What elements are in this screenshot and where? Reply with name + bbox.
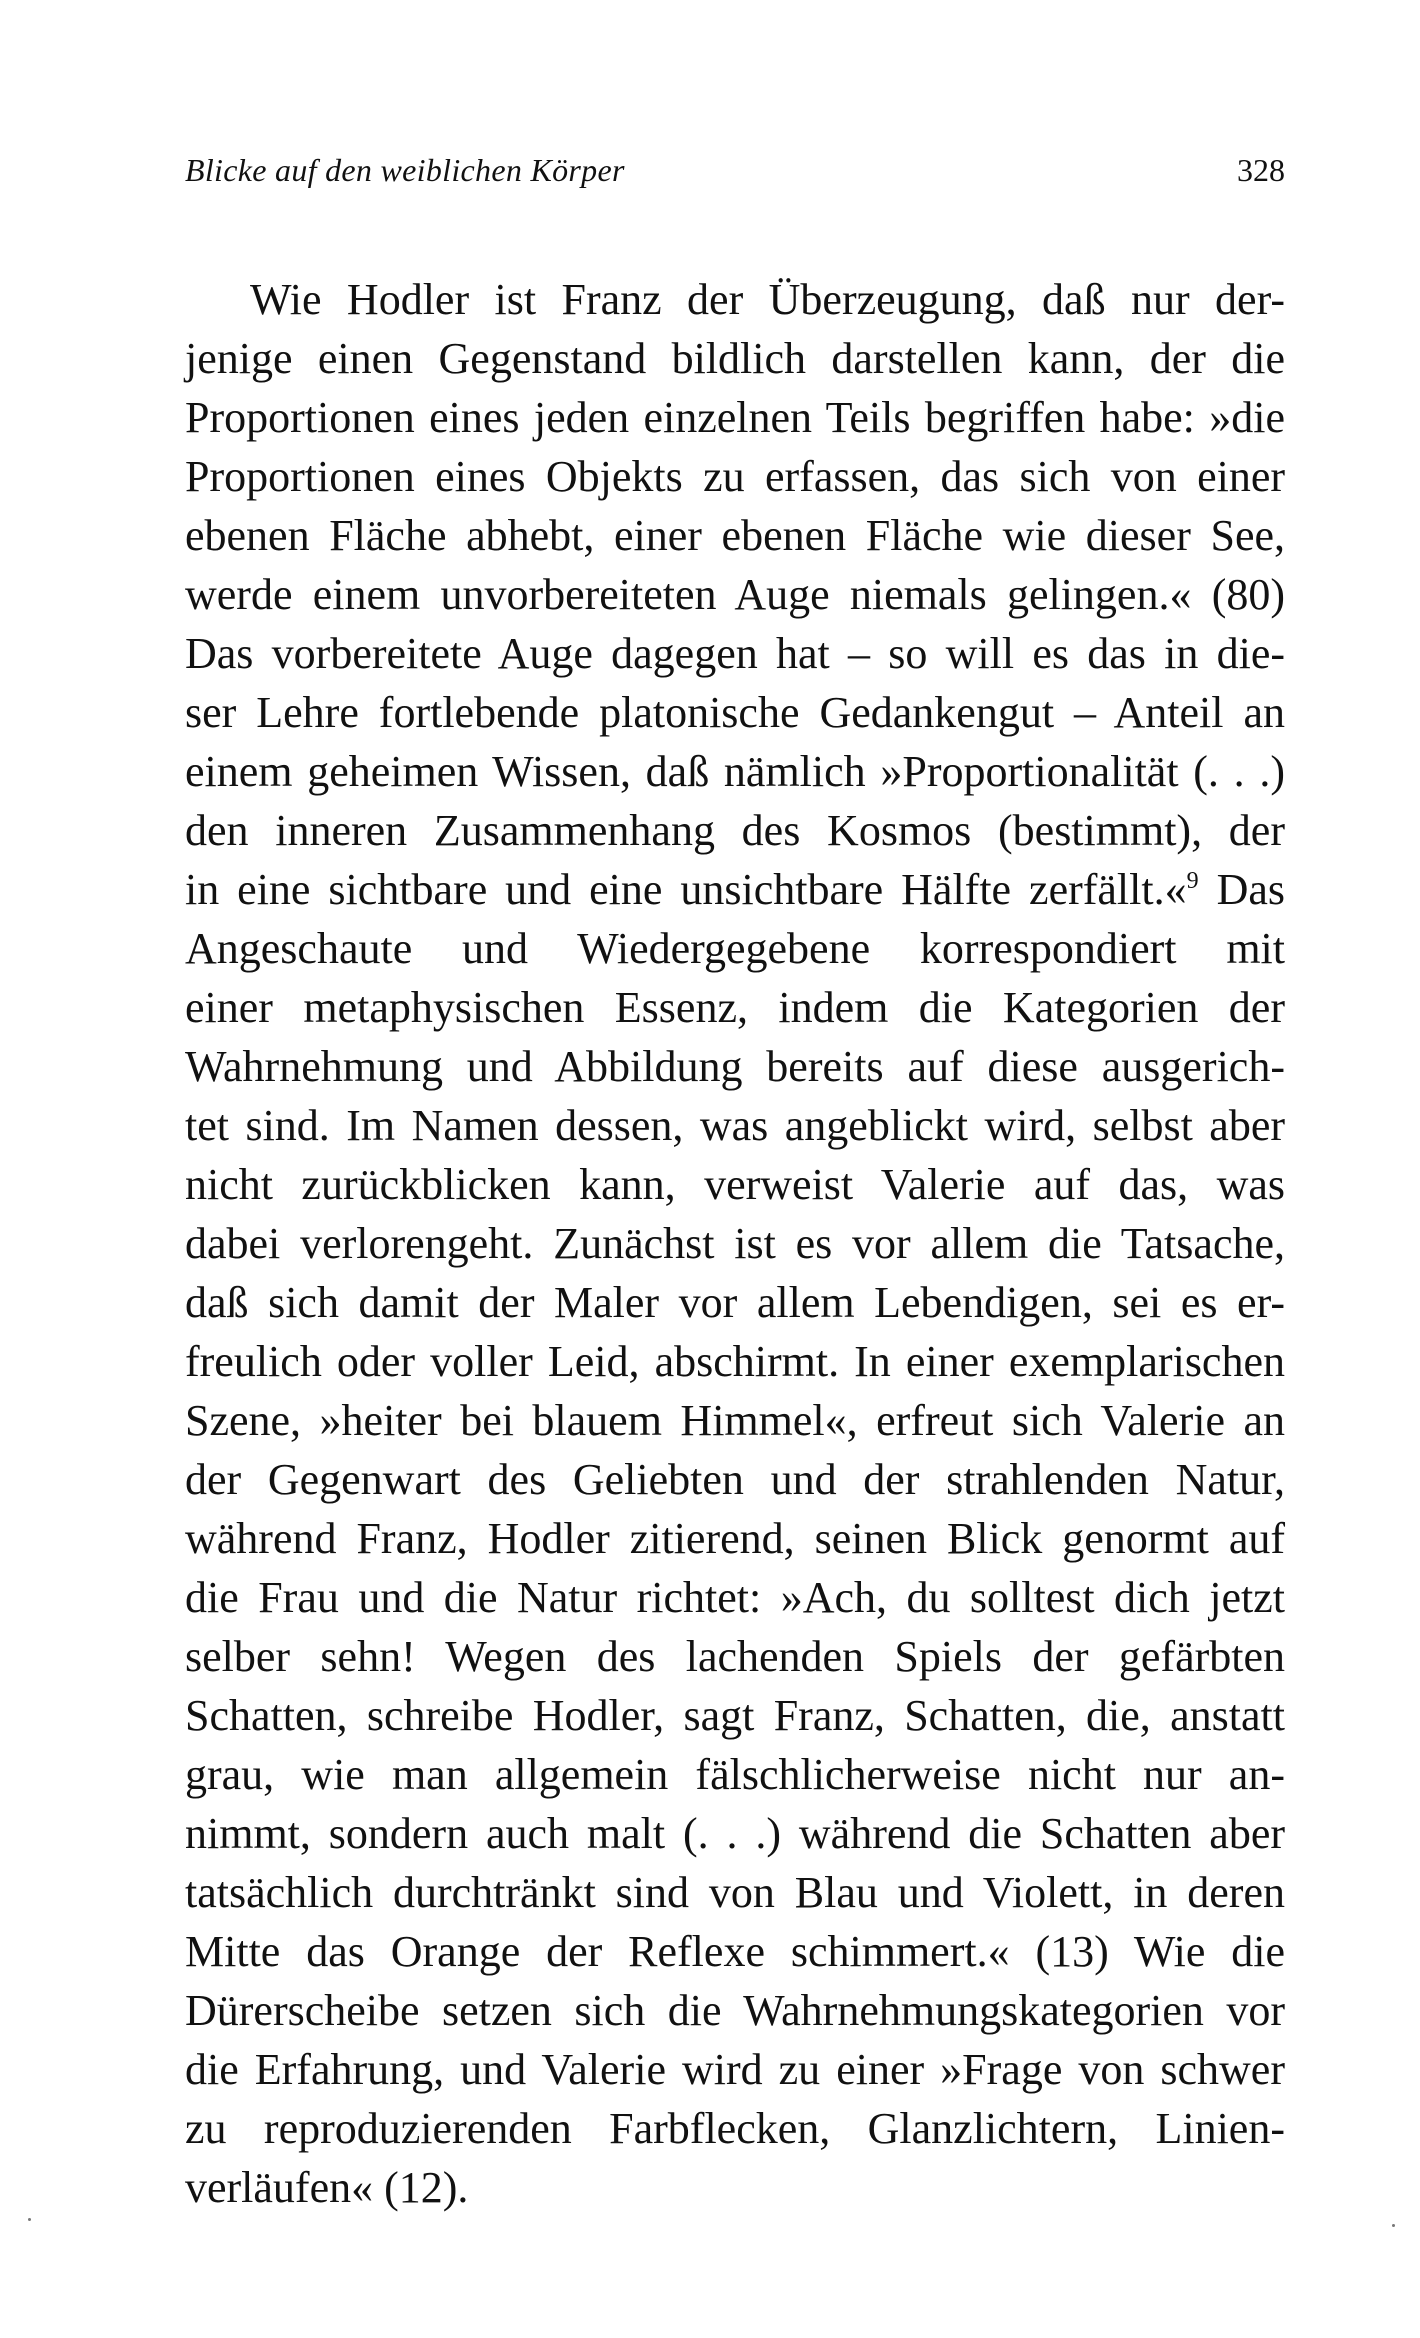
text-line: ser Lehre fortlebende platonische Gedankengut – Anteil an [185,688,1285,737]
running-header [185,150,1285,190]
text-line: nicht zurückblicken kann, verweist Valerie auf das, was [185,1160,1285,1209]
text-line: einem geheimen Wissen, daß nämlich »Proportionalität (. . .) [185,747,1285,796]
text-line: nimmt, sondern auch malt (. . .) während die Schatten aber [185,1809,1285,1858]
text-line: tet sind. Im Namen dessen, was angeblickt wird, selbst aber [185,1101,1285,1150]
text-line: Angeschaute und Wiedergegebene korrespondiert mit [185,924,1285,973]
text-line: jenige einen Gegenstand bildlich darstellen kann, der die [185,334,1285,383]
text-line: Das vorbereitete Auge dagegen hat – so will es das in die- [185,629,1285,678]
running-head-title: Blicke auf den weiblichen Körper [185,152,625,188]
text-line: ebenen Fläche abhebt, einer ebenen Fläche wie dieser See, [185,511,1285,560]
scan-speck [1392,2224,1395,2227]
text-line: freulich oder voller Leid, abschirmt. In einer exemplarischen [185,1337,1285,1386]
text-line-last: verläufen« (12). [185,2163,469,2212]
text-line: Proportionen eines jeden einzelnen Teils begriffen habe: »die [185,393,1285,442]
text-line: zu reproduzierenden Farbflecken, Glanzlichtern, Linien- [185,2104,1285,2153]
text-line: werde einem unvorbereiteten Auge niemals gelingen.« (80) [185,570,1285,619]
text-line: die Erfahrung, und Valerie wird zu einer »Frage von schwer [185,2045,1285,2094]
footnote-reference[interactable]: 9 [1186,868,1199,894]
text-line: der Gegenwart des Geliebten und der strahlenden Natur, [185,1455,1285,1504]
text-line: Dürerscheibe setzen sich die Wahrnehmungskategorien vor [185,1986,1285,2035]
text-line: einer metaphysischen Essenz, indem die Kategorien der [185,983,1285,1032]
text-fragment: in eine sichtbare und eine unsichtbare Hälfte zerfällt.« [185,865,1187,914]
text-line: selber sehn! Wegen des lachenden Spiels der gefärbten [185,1632,1285,1681]
text-line: die Frau und die Natur richtet: »Ach, du solltest dich jetzt [185,1573,1285,1622]
text-line: Wahrnehmung und Abbildung bereits auf diese ausgerich- [185,1042,1285,1091]
text-line-with-footnote [185,860,1285,919]
text-line: Schatten, schreibe Hodler, sagt Franz, Schatten, die, anstatt [185,1691,1285,1740]
scan-speck [28,2218,31,2221]
page-number: 328 [1237,152,1285,188]
text-line: Szene, »heiter bei blauem Himmel«, erfreut sich Valerie an [185,1396,1285,1445]
text-fragment: Das [1216,865,1286,914]
text-line: während Franz, Hodler zitierend, seinen Blick genormt auf [185,1514,1285,1563]
text-line: dabei verlorengeht. Zunächst ist es vor allem die Tatsache, [185,1219,1285,1268]
text-line: Mitte das Orange der Reflexe schimmert.« (13) Wie die [185,1927,1285,1976]
body-paragraph [185,270,1285,2217]
text-line: Proportionen eines Objekts zu erfassen, das sich von einer [185,452,1285,501]
text-line: tatsächlich durchtränkt sind von Blau und Violett, in deren [185,1868,1285,1917]
text-line: daß sich damit der Maler vor allem Lebendigen, sei es er- [185,1278,1285,1327]
text-line: Wie Hodler ist Franz der Überzeugung, daß nur der- [250,275,1285,324]
text-line: den inneren Zusammenhang des Kosmos (bestimmt), der [185,806,1285,855]
text-line: grau, wie man allgemein fälschlicherweise nicht nur an- [185,1750,1285,1799]
